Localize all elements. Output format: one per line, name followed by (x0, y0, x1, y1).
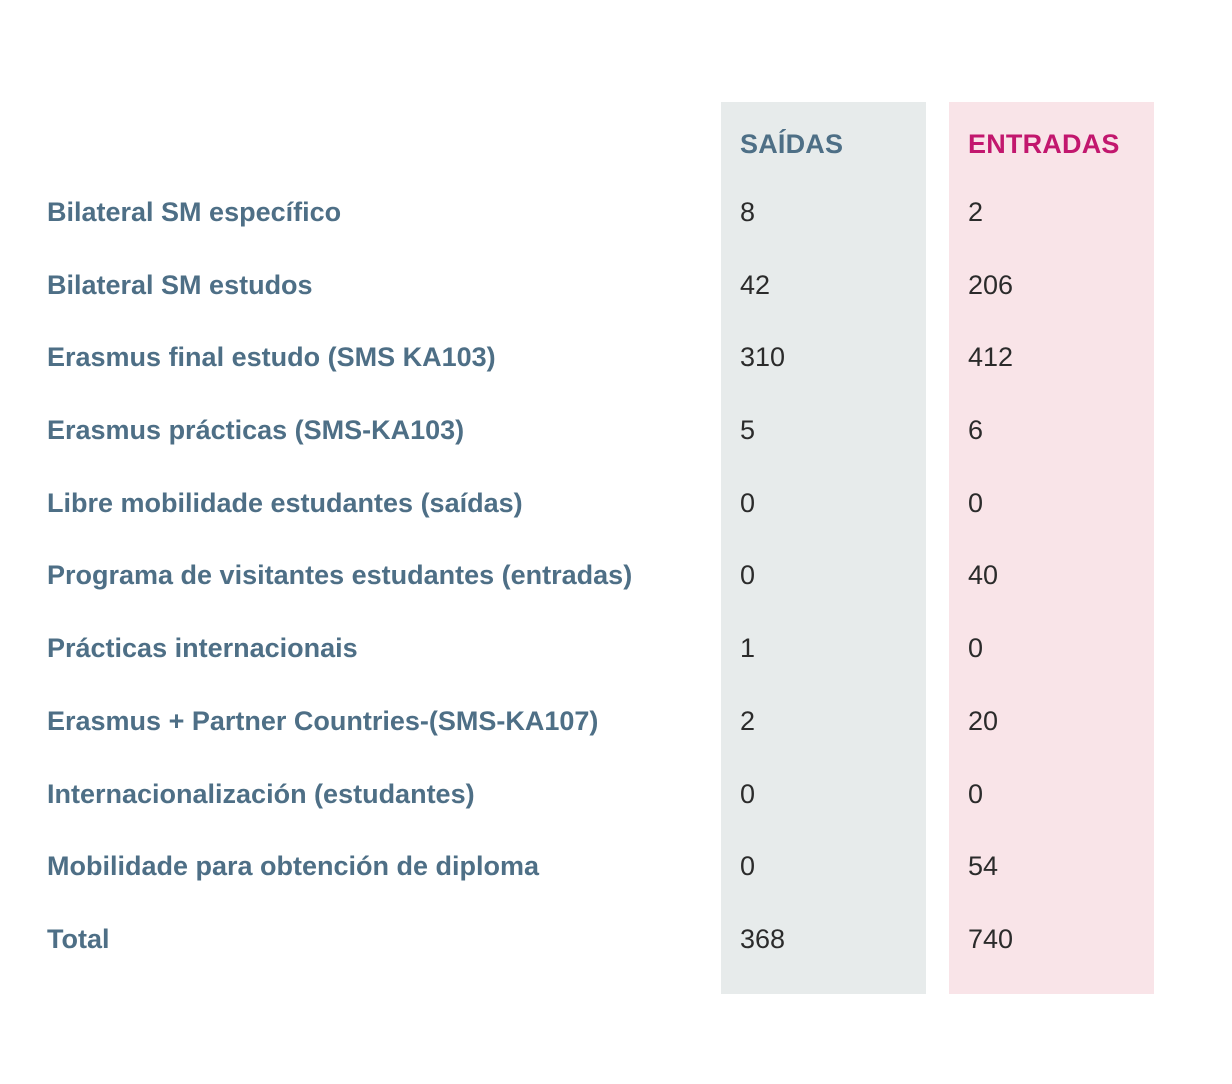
row-label: Internacionalización (estudantes) (47, 778, 475, 809)
saidas-value: 310 (740, 342, 786, 373)
mobility-table (0, 174, 1232, 974)
saidas-value: 0 (740, 560, 756, 591)
saidas-value: 1 (740, 633, 756, 664)
entradas-value: 2 (968, 197, 984, 227)
table-row (0, 683, 1232, 756)
table-row (0, 610, 1232, 683)
table-row (0, 319, 1232, 392)
table-row (0, 392, 1232, 465)
entradas-value: 0 (968, 778, 984, 809)
row-label: Erasmus prácticas (SMS-KA103) (47, 415, 465, 446)
table-row (0, 465, 1232, 538)
row-label: Bilateral SM estudos (47, 269, 313, 300)
saidas-value: 8 (740, 197, 756, 227)
entradas-value: 206 (968, 269, 1014, 300)
saidas-value: 0 (740, 487, 756, 518)
table-row (0, 756, 1232, 829)
row-label: Mobilidade para obtención de diploma (47, 851, 540, 882)
saidas-header: SAÍDAS (740, 129, 844, 159)
table-row (0, 174, 1232, 247)
entradas-value: 412 (968, 342, 1014, 373)
total-label: Total (47, 923, 110, 954)
row-label: Programa de visitantes estudantes (entradas) (47, 560, 633, 591)
saidas-value: 42 (740, 269, 771, 300)
entradas-value: 0 (968, 633, 984, 664)
saidas-value: 0 (740, 851, 756, 882)
row-label: Libre mobilidade estudantes (saídas) (47, 487, 523, 518)
saidas-value: 0 (740, 778, 756, 809)
saidas-total-value: 368 (740, 923, 786, 954)
table-row (0, 828, 1232, 901)
entradas-value: 6 (968, 415, 984, 446)
total-row (0, 901, 1232, 974)
row-label: Erasmus final estudo (SMS KA103) (47, 342, 496, 373)
entradas-value: 20 (968, 705, 999, 736)
table-row (0, 247, 1232, 320)
entradas-total-value: 740 (968, 923, 1014, 954)
entradas-value: 40 (968, 560, 999, 591)
row-label: Bilateral SM específico (47, 197, 342, 227)
row-label: Erasmus + Partner Countries-(SMS-KA107) (47, 705, 599, 736)
row-label: Prácticas internacionais (47, 633, 358, 664)
entradas-value: 54 (968, 851, 999, 882)
entradas-value: 0 (968, 487, 984, 518)
saidas-value: 2 (740, 705, 756, 736)
saidas-value: 5 (740, 415, 756, 446)
table-row (0, 537, 1232, 610)
entradas-header: ENTRADAS (968, 129, 1120, 159)
